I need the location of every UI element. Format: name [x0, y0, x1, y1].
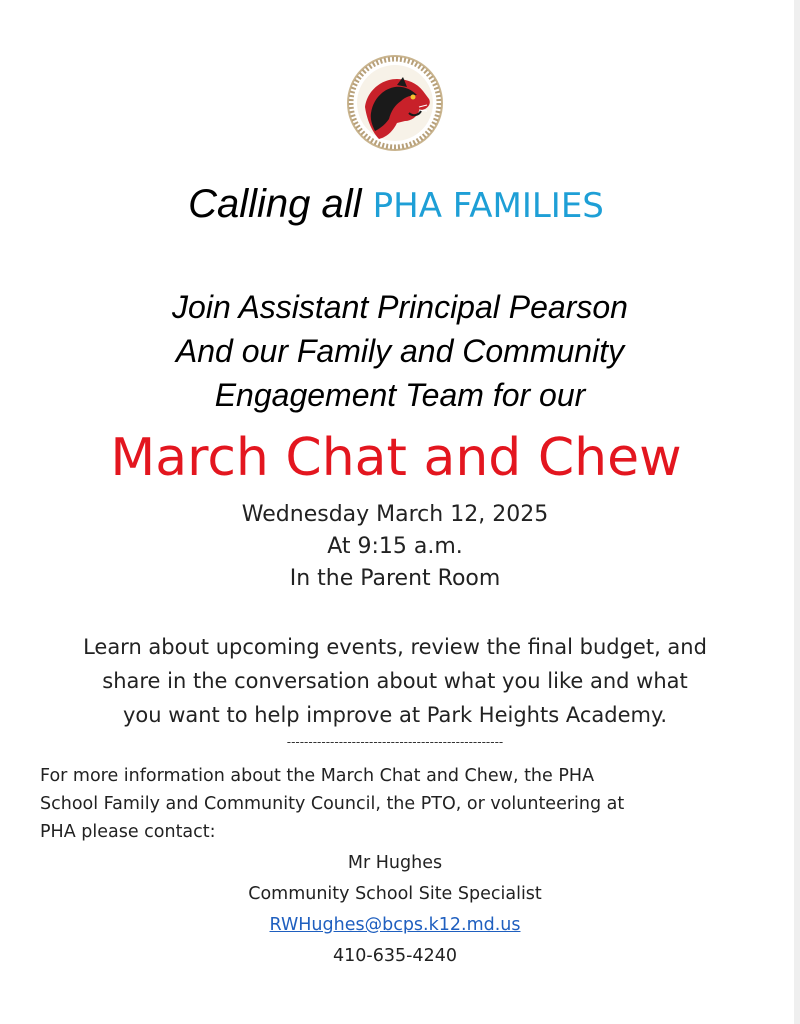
dashed-divider: --------------------------------------------------: [286, 735, 504, 749]
invite-line: Engagement Team for our: [214, 377, 586, 413]
page-heading: [0, 180, 792, 230]
event-details: [0, 499, 790, 595]
contact-role: Community School Site Specialist: [248, 884, 542, 904]
panther-logo: [347, 55, 443, 151]
more-info-text: [40, 762, 780, 846]
event-date: Wednesday March 12, 2025: [241, 502, 549, 527]
info-line: School Family and Community Council, the PTO, or volunteering at: [40, 794, 625, 814]
description-line: share in the conversation about what you like and what: [102, 669, 688, 693]
event-time: At 9:15 a.m.: [327, 534, 463, 559]
invite-line: And our Family and Community: [175, 333, 625, 369]
event-location: In the Parent Room: [289, 566, 501, 591]
event-description: [0, 630, 790, 732]
info-line: PHA please contact:: [40, 822, 216, 842]
page-edge: [794, 0, 800, 1024]
contact-block: [0, 848, 790, 972]
description-line: Learn about upcoming events, review the final budget, and: [83, 635, 707, 659]
contact-phone: 410-635-4240: [333, 946, 457, 966]
description-line: you want to help improve at Park Heights Academy.: [122, 703, 668, 727]
heading-lead: Calling all: [188, 182, 362, 226]
event-title: March Chat and Chew: [110, 428, 682, 488]
invite-line: Join Assistant Principal Pearson: [172, 289, 628, 325]
contact-email-link[interactable]: RWHughes@bcps.k12.md.us: [269, 915, 521, 935]
heading-accent: PHA FAMILIES: [372, 186, 604, 226]
info-line: For more information about the March Chat and Chew, the PHA: [40, 766, 595, 786]
contact-name: Mr Hughes: [347, 853, 443, 873]
invitation-text: [0, 285, 800, 417]
panther-icon: [347, 55, 443, 151]
